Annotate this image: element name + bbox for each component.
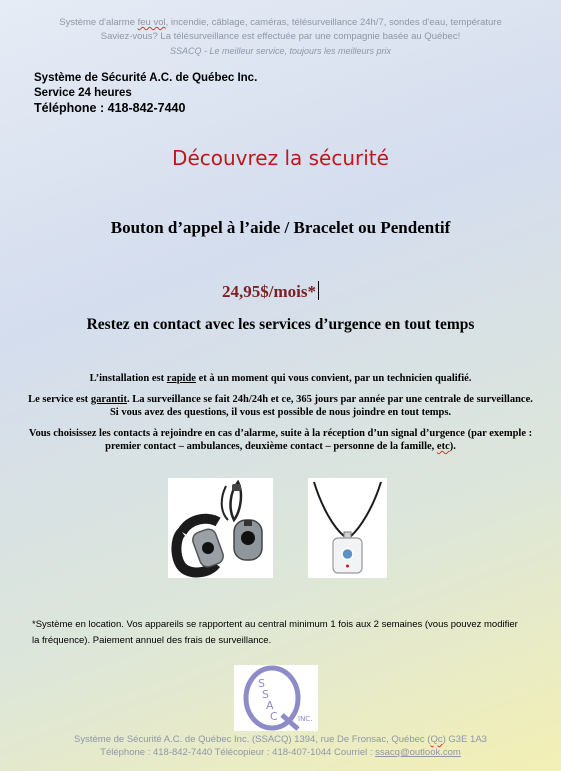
footer-address: Système de Sécurité A.C. de Québec Inc. (SSACQ) 1394, rue De Fronsac, Québec (Qc) G3E 1A3 [74, 734, 487, 745]
logo-letter: A [266, 699, 274, 712]
contact-line: Restez en contact avec les services d’urgence en tout temps [86, 316, 475, 333]
body-text [28, 372, 533, 461]
product-subtitle: Bouton d’appel à l’aide / Bracelet ou Pendentif [110, 218, 451, 237]
banner-services-line: Système d'alarme feu vol, incendie, câblage, caméras, télésurveillance 24h/7, sondes d'eau, température [59, 17, 502, 28]
top-banner [0, 16, 561, 58]
paragraph-service: Le service est garantit. La surveillance se fait 24h/24h et ce, 365 jours par année par une centrale de surveillance. Si vous avez des questions, il vous est possible de nous joindre en tout temps. [28, 393, 533, 418]
headline: Découvrez la sécurité [172, 146, 389, 170]
banner-tagline: SSACQ - Le meilleur service, toujours les meilleurs prix [169, 46, 392, 56]
banner-info-line: Saviez-vous? La télésurveillance est effectuée par une compagnie basée au Québec! [100, 31, 461, 42]
bracelet-pendant-image [168, 478, 273, 578]
price-line[interactable] [222, 281, 319, 302]
footer [0, 733, 561, 759]
pendant-image [308, 478, 387, 578]
text-cursor [318, 281, 320, 300]
company-name: Système de Sécurité A.C. de Québec Inc. [34, 72, 258, 84]
footnote: *Système en location. Vos appareils se rapportent au central minimum 1 fois aux 2 semaines (vous pouvez modifier la fréquence). Paiement annuel des frais de surveillance. [32, 619, 518, 646]
price: 24,95$/mois* [222, 282, 316, 301]
company-service: Service 24 heures [34, 87, 132, 99]
logo-letter: S [258, 677, 265, 690]
logo-letter: C [270, 710, 278, 723]
paragraph-contacts: Vous choisissez les contacts à rejoindre en cas d’alarme, suite à la réception d’un signal d’urgence (par exemple : premier contact – ambulances, deuxième contact – personne de la famille, etc). [28, 427, 533, 452]
logo-letter: S [262, 688, 269, 701]
company-phone: Téléphone : 418-842-7440 [34, 101, 186, 115]
paragraph-installation: L’installation est rapide et à un moment qui vous convient, par un technicien qualifié. [89, 373, 472, 384]
ssacq-logo [234, 665, 318, 731]
logo-suffix: INC. [298, 715, 313, 723]
company-info [34, 71, 257, 116]
misspelled-word: feu vol [137, 17, 166, 28]
email-link[interactable]: ssacq@outlook.com [375, 747, 461, 758]
footer-contact: Téléphone : 418-842-7440 Télécopieur : 418-407-1044 Courriel : ssacq@outlook.com [100, 747, 461, 758]
